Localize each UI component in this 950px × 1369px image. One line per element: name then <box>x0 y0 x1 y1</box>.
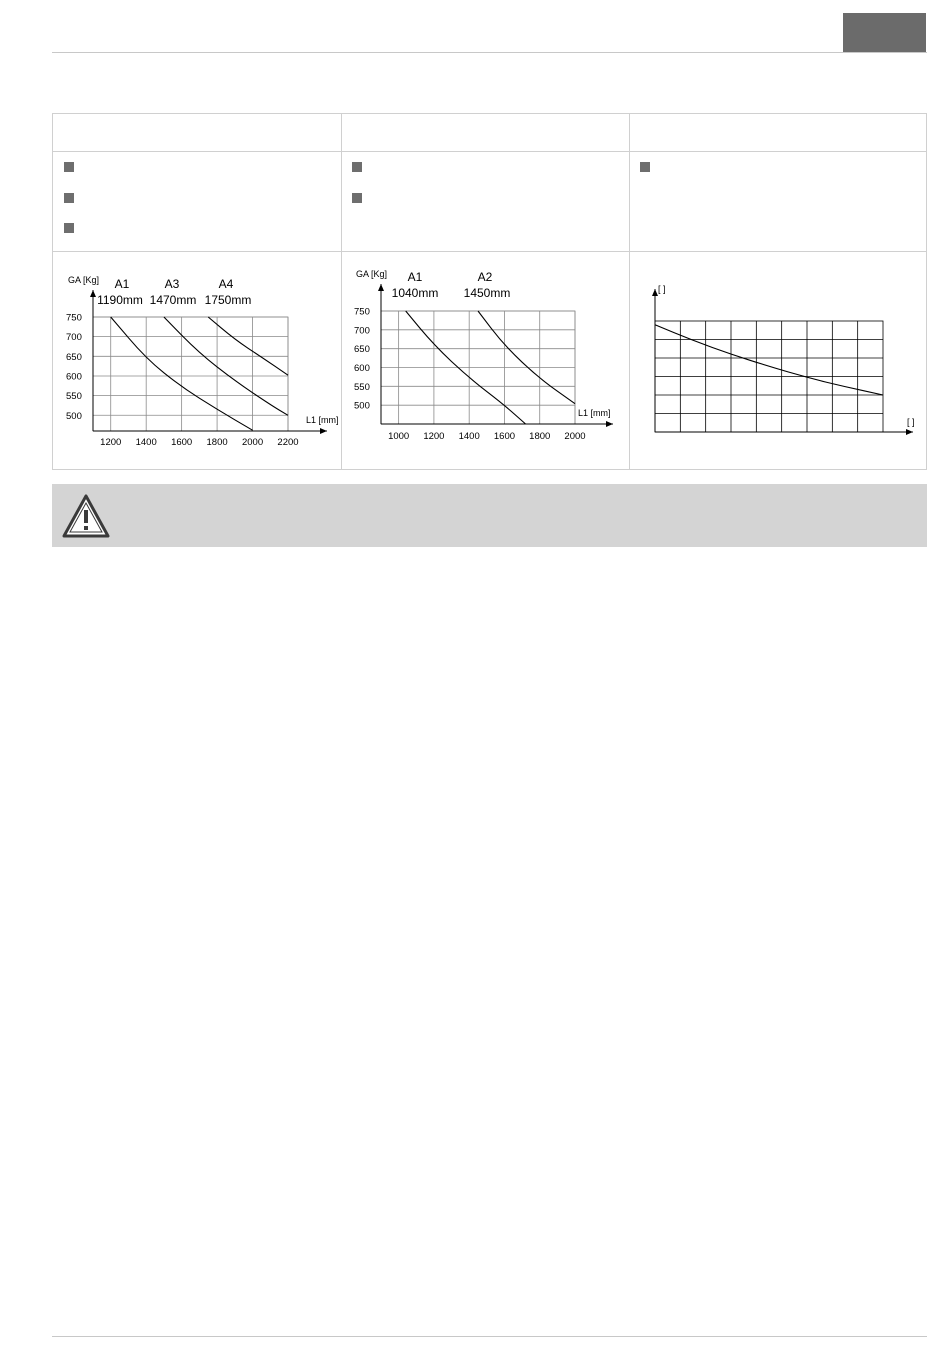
header-rule <box>52 52 927 53</box>
series-name-a1: A1 <box>114 277 130 291</box>
series-name-a4: A4 <box>218 277 234 291</box>
x-axis-label: L1 [mm] <box>306 415 339 425</box>
y-axis-arrow <box>378 284 384 291</box>
load-chart-3 <box>628 251 927 470</box>
y-axis-arrow <box>90 290 96 297</box>
series-length-a1: 1190mm <box>97 293 143 307</box>
series-line <box>655 325 883 395</box>
x-axis-label: L1 [mm] <box>578 408 611 418</box>
x-tick-label: 1200 <box>423 431 445 442</box>
y-tick-label: 700 <box>66 332 82 344</box>
y-tick-label: 600 <box>354 363 370 374</box>
x-tick-label: 1400 <box>458 431 480 442</box>
y-tick-label: 750 <box>66 312 82 324</box>
y-tick-label: 650 <box>354 344 370 356</box>
x-axis-label: [ ] <box>907 417 915 427</box>
bullet-square <box>64 223 74 233</box>
x-tick-label: 1600 <box>493 431 516 442</box>
series-name-a3: A3 <box>164 277 180 291</box>
bullet-square <box>64 193 74 203</box>
y-axis-label: GA [Kg] <box>356 269 388 279</box>
x-axis-arrow <box>606 421 613 427</box>
grid-frame <box>93 317 288 431</box>
load-chart-2 <box>340 251 628 470</box>
series-length-a2: 1450mm <box>463 286 511 300</box>
series-line-a2 <box>478 311 575 404</box>
y-tick-label: 650 <box>66 351 82 363</box>
y-tick-label: 750 <box>354 306 370 318</box>
x-axis-arrow <box>906 429 913 435</box>
x-tick-label: 2000 <box>564 431 586 442</box>
y-tick-label: 700 <box>354 325 370 337</box>
y-axis-label: [ ] <box>658 284 666 294</box>
x-tick-label: 1800 <box>206 437 228 448</box>
bullet-square <box>64 162 74 172</box>
row-divider <box>53 151 926 152</box>
x-tick-label: 1800 <box>529 431 551 442</box>
x-tick-label: 1600 <box>171 437 193 448</box>
bullet-square <box>640 162 650 172</box>
series-length-a3: 1470mm <box>149 293 197 307</box>
series-length-a4: 1750mm <box>204 293 252 307</box>
series-line-a4 <box>208 317 288 375</box>
y-tick-label: 500 <box>66 410 82 422</box>
section-tab <box>843 13 926 52</box>
y-tick-label: 500 <box>354 400 370 412</box>
warning-triangle-icon <box>61 493 111 539</box>
bullet-square <box>352 162 362 172</box>
x-tick-label: 2000 <box>241 437 264 448</box>
y-tick-label: 550 <box>66 391 82 403</box>
x-tick-label: 2200 <box>277 437 299 448</box>
bullet-square <box>352 193 362 203</box>
x-tick-label: 1200 <box>100 437 122 448</box>
x-tick-label: 1000 <box>388 431 410 442</box>
y-tick-label: 550 <box>354 381 370 393</box>
y-tick-label: 600 <box>66 371 82 383</box>
warning-bar <box>52 484 927 547</box>
series-length-a1: 1040mm <box>391 286 439 300</box>
x-axis-arrow <box>320 428 327 434</box>
footer-rule <box>52 1336 927 1337</box>
y-axis-label: GA [Kg] <box>68 275 100 285</box>
series-name-a1: A1 <box>407 270 423 284</box>
series-name-a2: A2 <box>477 270 493 284</box>
x-tick-label: 1400 <box>135 437 157 448</box>
load-chart-1 <box>52 251 340 470</box>
